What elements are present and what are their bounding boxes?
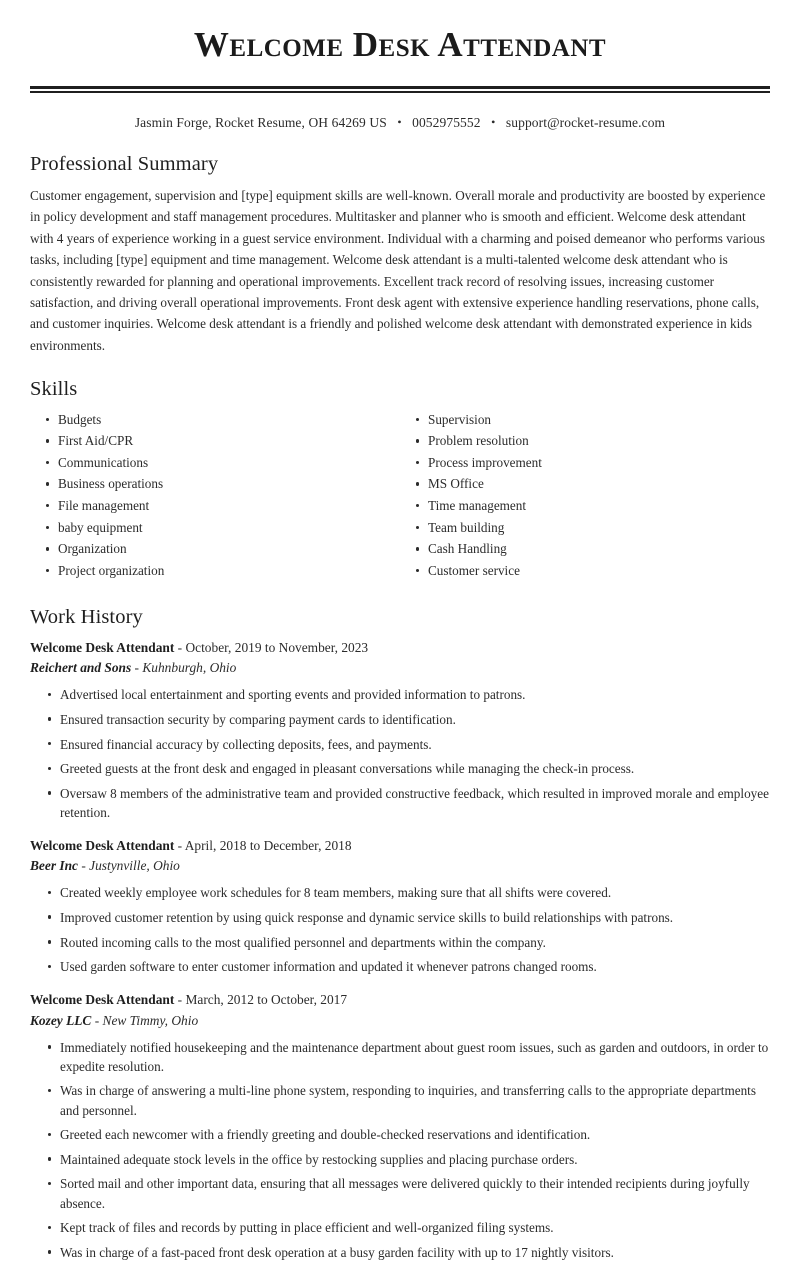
list-item: Maintained adequate stock levels in the office by restocking supplies and placing purchase orders. bbox=[30, 1150, 770, 1169]
job-bullet-list bbox=[30, 685, 770, 822]
job-company-line bbox=[30, 856, 770, 876]
job-company-line bbox=[30, 1011, 770, 1031]
job-title-line bbox=[30, 638, 770, 658]
contact-address: Jasmin Forge, Rocket Resume, OH 64269 US bbox=[135, 115, 387, 130]
job-separator: - bbox=[78, 858, 89, 873]
skills-list-left bbox=[30, 411, 400, 580]
section-title-summary: Professional Summary bbox=[30, 153, 770, 177]
divider-rule-thin bbox=[30, 91, 770, 93]
list-item: Was in charge of answering a multi-line phone system, responding to inquiries, and transferring calls to the appropriate departments and personnel. bbox=[30, 1081, 770, 1119]
list-item: MS Office bbox=[400, 475, 770, 492]
job-separator: - bbox=[91, 1013, 102, 1028]
job-location: Kuhnburgh, Ohio bbox=[142, 660, 236, 675]
job-bullet-list bbox=[30, 883, 770, 976]
list-item: Greeted each newcomer with a friendly greeting and double-checked reservations and identification. bbox=[30, 1125, 770, 1144]
section-professional-summary bbox=[30, 153, 770, 357]
list-item: Communications bbox=[30, 454, 400, 471]
list-item: Kept track of files and records by putting in place efficient and well-organized filing systems. bbox=[30, 1218, 770, 1237]
list-item: Organization bbox=[30, 540, 400, 557]
work-history-entry bbox=[30, 638, 770, 822]
section-skills bbox=[30, 378, 770, 583]
job-role: Welcome Desk Attendant bbox=[30, 992, 174, 1007]
skills-list-right bbox=[400, 411, 770, 580]
list-item: Created weekly employee work schedules for 8 team members, making sure that all shifts were covered. bbox=[30, 883, 770, 902]
list-item: Time management bbox=[400, 497, 770, 514]
list-item: Problem resolution bbox=[400, 432, 770, 449]
job-role: Welcome Desk Attendant bbox=[30, 640, 174, 655]
list-item: File management bbox=[30, 497, 400, 514]
section-title-work-history: Work History bbox=[30, 606, 770, 630]
job-separator: - bbox=[174, 640, 185, 655]
list-item: Cash Handling bbox=[400, 540, 770, 557]
page-title: Welcome Desk Attendant bbox=[30, 26, 770, 67]
list-item: Ensured transaction security by comparing payment cards to identification. bbox=[30, 710, 770, 729]
job-role: Welcome Desk Attendant bbox=[30, 838, 174, 853]
job-separator: - bbox=[174, 992, 185, 1007]
list-item: Was in charge of a fast-paced front desk operation at a busy garden facility with up to 17 nightly visitors. bbox=[30, 1243, 770, 1262]
job-dates: October, 2019 to November, 2023 bbox=[185, 640, 368, 655]
job-dates: March, 2012 to October, 2017 bbox=[185, 992, 347, 1007]
list-item: Business operations bbox=[30, 475, 400, 492]
list-item: Improved customer retention by using quick response and dynamic service skills to build relationships with patrons. bbox=[30, 908, 770, 927]
job-location: Justynville, Ohio bbox=[89, 858, 180, 873]
list-item: Sorted mail and other important data, ensuring that all messages were delivered quickly to their intended recipients during joyfully absence. bbox=[30, 1174, 770, 1212]
contact-separator-2: • bbox=[484, 115, 502, 129]
contact-email[interactable]: support@rocket-resume.com bbox=[506, 115, 665, 130]
contact-phone[interactable]: 0052975552 bbox=[412, 115, 481, 130]
contact-line bbox=[30, 115, 770, 131]
list-item: Project organization bbox=[30, 562, 400, 579]
job-bullet-list bbox=[30, 1038, 770, 1262]
work-history-entry bbox=[30, 990, 770, 1262]
list-item: Greeted guests at the front desk and engaged in pleasant conversations while managing the check-in process. bbox=[30, 759, 770, 778]
summary-paragraph: Customer engagement, supervision and [type] equipment skills are well-known. Overall morale and productivity are boosted by experience in policy development and staff management procedures. Multitasker and planner who is smooth and efficient. Welcome desk attendant with 4 years of experience working in a guest service environment. Individual with a charming and poised demeanor who performs various tasks, including [type] equipment and time management. Welcome desk attendant is a multi-talented welcome desk attendant who is consistently rewarded for planning and operational improvements. Excellent track record of resolving issues, increasing customer satisfaction, and driving overall operational improvements. Front desk agent with extensive experience handling reservations, phone calls, and customer inquiries. Welcome desk attendant is a friendly and polished welcome desk attendant with demonstrated experience in kids environments. bbox=[30, 185, 770, 356]
job-separator: - bbox=[174, 838, 184, 853]
job-dates: April, 2018 to December, 2018 bbox=[185, 838, 352, 853]
job-title-line bbox=[30, 836, 770, 856]
list-item: Routed incoming calls to the most qualified personnel and departments within the company. bbox=[30, 933, 770, 952]
work-history-entry bbox=[30, 836, 770, 976]
list-item: First Aid/CPR bbox=[30, 432, 400, 449]
header-divider bbox=[30, 86, 770, 93]
job-title-line bbox=[30, 990, 770, 1010]
list-item: Supervision bbox=[400, 411, 770, 428]
list-item: Customer service bbox=[400, 562, 770, 579]
resume-header bbox=[30, 0, 770, 131]
list-item: Process improvement bbox=[400, 454, 770, 471]
list-item: Budgets bbox=[30, 411, 400, 428]
list-item: Ensured financial accuracy by collecting deposits, fees, and payments. bbox=[30, 735, 770, 754]
skills-column-left bbox=[30, 411, 400, 584]
job-company: Kozey LLC bbox=[30, 1013, 91, 1028]
list-item: Advertised local entertainment and sporting events and provided information to patrons. bbox=[30, 685, 770, 704]
skills-columns bbox=[30, 411, 770, 584]
job-separator: - bbox=[131, 660, 142, 675]
list-item: Team building bbox=[400, 519, 770, 536]
skills-column-right bbox=[400, 411, 770, 584]
contact-separator-1: • bbox=[390, 115, 408, 129]
section-title-skills: Skills bbox=[30, 378, 770, 402]
job-location: New Timmy, Ohio bbox=[103, 1013, 199, 1028]
job-company-line bbox=[30, 658, 770, 678]
list-item: Oversaw 8 members of the administrative team and provided constructive feedback, which resulted in improved morale and employee retention. bbox=[30, 784, 770, 822]
job-company: Reichert and Sons bbox=[30, 660, 131, 675]
list-item: Used garden software to enter customer information and updated it whenever patrons changed rooms. bbox=[30, 957, 770, 976]
list-item: baby equipment bbox=[30, 519, 400, 536]
list-item: Immediately notified housekeeping and the maintenance department about guest room issues, such as garden and outdoors, in order to expedite resolution. bbox=[30, 1038, 770, 1076]
job-company: Beer Inc bbox=[30, 858, 78, 873]
section-work-history bbox=[30, 606, 770, 1262]
